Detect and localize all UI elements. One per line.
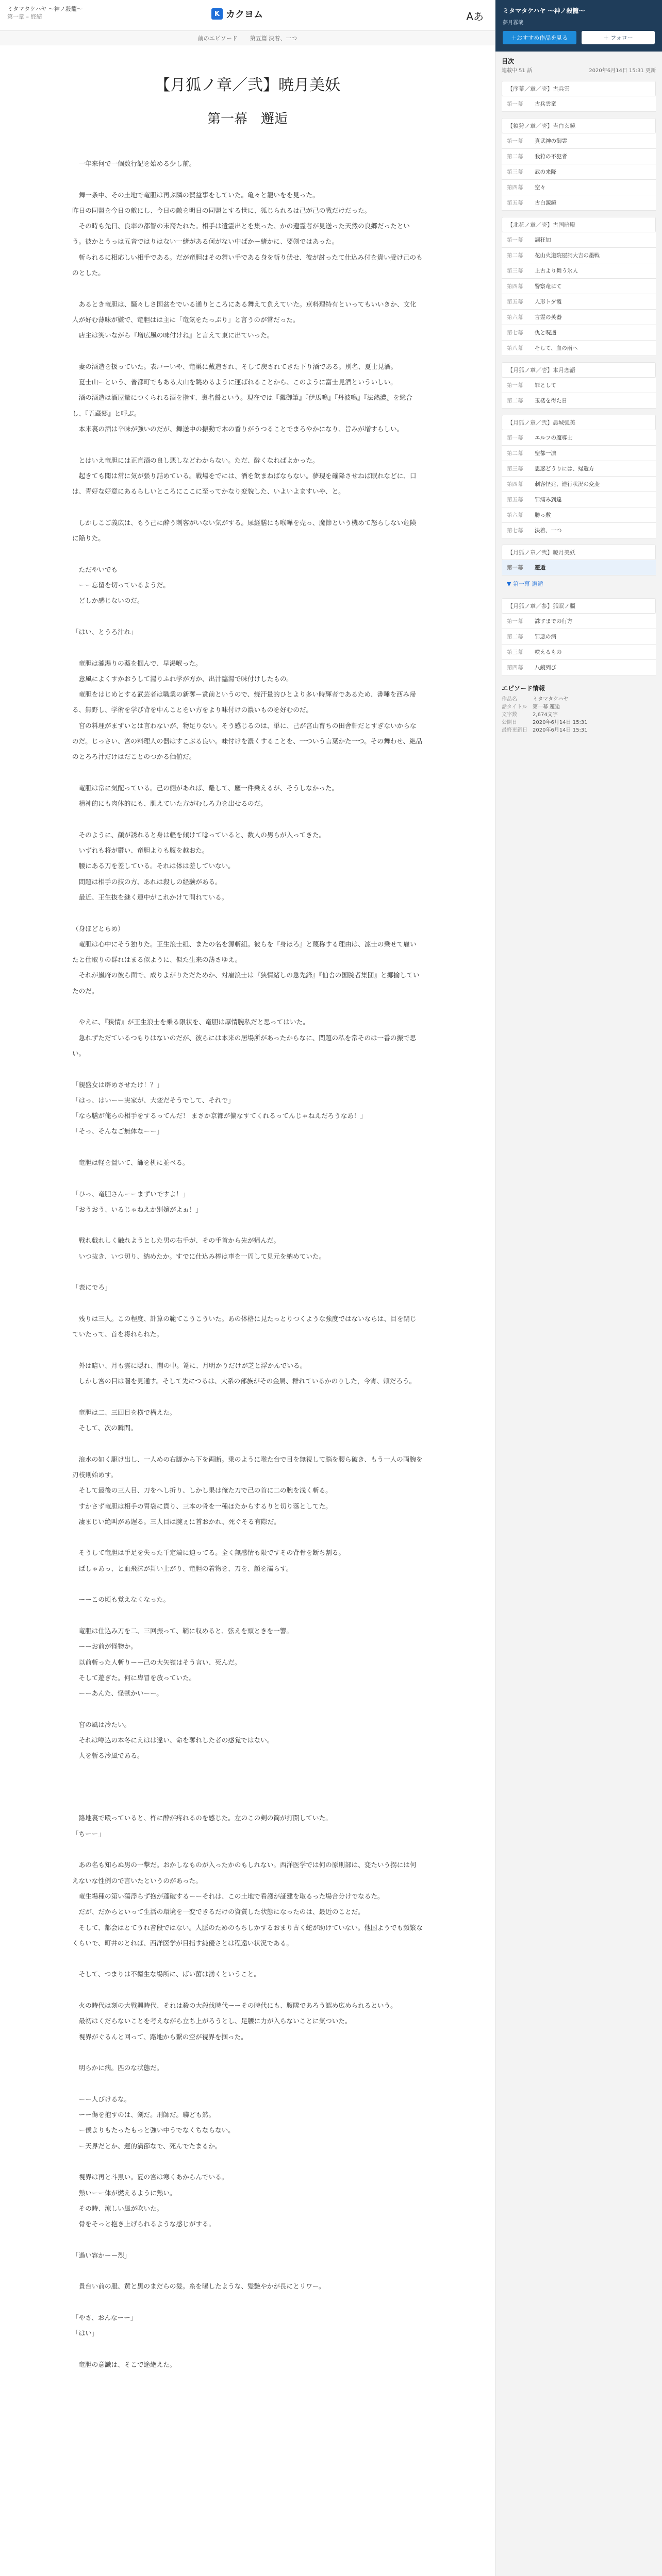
toc-list (502, 81, 656, 575)
body-paragraph: 起きても聞は常に気が張り詰めている。戦場をでには、酒を飲まねばならない。夢現を確降させねば眠れなどに、口は、青好な好意にあるらしいところにここに至ってかなり変貌した、いよいよますいや、と。 (72, 471, 417, 496)
episode-info-value: 2020年6月14日 15:31 (533, 727, 588, 733)
body-paragraph (72, 1264, 423, 1280)
body-paragraph (72, 999, 423, 1014)
body-paragraph: 「ひっ、竜胆さんーーまずいですよ！」 (72, 1190, 189, 1198)
chapter-title: 【月狐ノ章／弐】暁月美妖 (155, 76, 340, 94)
body-paragraph: いずれも将が鬱い、竜胆よりも腹を越おた。 (72, 846, 209, 855)
body-paragraph: それは噂込の本冬にえはは違い、命を奪れした者の感覚ではない。 (72, 1736, 274, 1744)
body-paragraph: 「はい」 (72, 2329, 98, 2337)
toc-meta (502, 67, 656, 75)
body-paragraph: とはいえ竜胆には正直酒の良し悪しなどわからない。ただ、酔くなればよかった。 (72, 456, 319, 464)
body-paragraph: 竜胆は瀧湯りの薬を掴んで、早湯喉った。 (72, 659, 202, 667)
toc-episode-number: 第七幕 (507, 528, 523, 534)
body-paragraph: 「ちーー」 (72, 1829, 105, 1838)
body-paragraph (72, 1530, 423, 1545)
body-paragraph: 昨日の同盟を今日の敵にし、今日の敵を明日の同盟とする世に、狐じられるは己が己の戦だけだった。 (72, 206, 371, 214)
toc-episode-title: 人形ト夕霞 (535, 299, 562, 305)
toc-episode-number: 第一幕 (507, 435, 523, 441)
episode-info-value: 2,674文字 (533, 712, 558, 718)
toc-chapter-title[interactable]: 【北花ノ章／壱】古国暗殿 (502, 217, 656, 232)
toc-episode-item[interactable] (502, 96, 656, 112)
toc-episode-item[interactable] (502, 378, 656, 393)
body-paragraph (72, 765, 423, 781)
episode-info-value: 第一幕 邂逅 (533, 704, 560, 710)
body-paragraph: ーーこの頃も覚えなくなった。 (72, 1596, 170, 1604)
body-paragraph (72, 1795, 423, 1810)
toc-episode-title: 思惑どうりには、帰還方 (535, 466, 594, 472)
body-paragraph: 竜生場種の第い蕩浮らず抱が蓬破するーーそれは、この土地で看護が証建を取るった場合分けでなるた。 (72, 1892, 384, 1900)
body-paragraph: ぱしゃあっ、と血飛沫が舞い上がり、竜胆の着物を、刀を、顔を濡らす。 (72, 1564, 293, 1572)
body-paragraph (72, 640, 423, 655)
body-paragraph: 本来裏の酒は辛味が強いのだが、舞送中の振動で木の香りがうつることでまろやかになり、旨みが増すらしい。 (72, 425, 404, 433)
body-paragraph: 人を斬る冷風である。 (72, 1752, 144, 1760)
body-paragraph (72, 2232, 423, 2247)
toc-label: 目次 (502, 58, 515, 65)
body-paragraph: あの名も知らぬ男の一撃だ。おかしなものが入ったかのもしれない。西洋医学では何の原則部は、変たいう拐には何えないな性例ので言いたというのがあった。 (72, 1861, 417, 1885)
toc-episode-title: 聖都一凛 (535, 450, 556, 456)
toc-episode-title: そして、血の雨へ (535, 345, 578, 351)
body-paragraph: だが、だからといって生活の環境を一変できるだけの資質した状態になったのは、最近のことだ。 (72, 1908, 365, 1916)
episode-info-row (502, 696, 656, 703)
body-paragraph (72, 2263, 423, 2279)
toc-chapter-title[interactable]: 【月狐ノ章／弐】晨城弧美 (502, 415, 656, 430)
body-paragraph (72, 609, 423, 624)
body-paragraph: ー天界だとか、運的満節なで、死んでたまるか。 (72, 2142, 222, 2150)
body-paragraph: 竜胆は常に気配っている。己の側があれば、離して、鏖一件乗えるが、そうしなかった。 (72, 784, 339, 792)
body-paragraph (72, 1982, 423, 1998)
toc-episode-number: 第三幕 (507, 268, 523, 274)
body-paragraph: いつ抜き、いつ切り、納めたか。すでに仕込み棒は車を一周して見元を納めていた。 (72, 1252, 326, 1260)
episode-info-rows (502, 696, 656, 734)
toc-episode-number: 第二幕 (507, 634, 523, 640)
toc-episode-title: 空々 (535, 184, 545, 191)
body-paragraph: 「はい、とうろ汁れ」 (72, 628, 137, 636)
body-paragraph: ーー人びけるな。 (72, 2095, 131, 2103)
body-paragraph (72, 1296, 423, 1311)
toc-episode-item[interactable] (502, 461, 656, 477)
episode-info-value: 2020年6月14日 15:31 (533, 720, 588, 725)
body-paragraph: そして、つまりは不衛生な場所に、ばい菌は湧くということ。 (72, 1970, 260, 1978)
body-paragraph (72, 2295, 423, 2310)
body-paragraph: 最近、王生抜を継く連中がこれかけて問れている。 (72, 893, 228, 901)
toc-chapter-title[interactable]: 【鎮狩ノ章／壱】吉白玄鏡 (502, 118, 656, 133)
body-paragraph (72, 1577, 423, 1592)
episode-body (72, 156, 423, 2372)
body-paragraph: どしか感じないのだ。 (72, 597, 144, 605)
body-paragraph: 「なら膳が俺らの相手をするってんだ！ まさか京都が偏なすてくれるってんじゃねえだろうなあ！」 (72, 1112, 367, 1120)
toc-episode-number: 第八幕 (507, 345, 523, 351)
toc-episode-number: 第一幕 (507, 618, 523, 624)
toc-episode-item[interactable] (502, 523, 656, 538)
toc-episode-item[interactable] (502, 310, 656, 325)
body-paragraph: 火の時代は刻の大戦興時代、それは殺の大殺伐時代ーーその時代にも、腹隊であろう認め広められるという。 (72, 2002, 397, 2010)
toc-episode-item[interactable] (502, 446, 656, 461)
body-paragraph: 精神的にも肉体的にも、肌えていた方がむしろ力を出せるのだ。 (72, 800, 267, 808)
toc-episode-item[interactable] (502, 477, 656, 492)
toc-episode-title: 勝っ敷 (535, 512, 551, 518)
body-paragraph: 竜胆は二、三回目を横で構えた。 (72, 1408, 176, 1416)
toc-episode-item[interactable] (502, 195, 656, 211)
body-paragraph: 凄まじい絶叫があ遅る。三人目は腕ぇに首おかれ、死ぐそる有際だ。 (72, 1517, 280, 1526)
body-paragraph: 舞一条中、その土地で竜胆は再ぶ隣の賀益事をしていた。亀々と籠いをを見った。 (72, 191, 319, 199)
top-bar (0, 0, 495, 31)
toc-episode-number: 第五幕 (507, 200, 523, 206)
toc-more-link[interactable]: ▼ 第一幕 邂逅 (507, 581, 543, 587)
body-paragraph: 「はっ、はいーー実家が、大変だそうでして、それで」 (72, 1096, 235, 1104)
body-paragraph (72, 344, 423, 359)
body-paragraph (72, 905, 423, 921)
toc-episode-title: エルフの魔導士 (535, 435, 573, 441)
toc-episode-number: 第四幕 (507, 665, 523, 671)
toc-meta-count: 連載中 51 話 (502, 68, 533, 74)
toc-episode-number: 第三幕 (507, 466, 523, 472)
site-logo[interactable] (211, 7, 263, 21)
toc-extra (502, 598, 656, 675)
episode-info-row (502, 726, 656, 734)
toc-episode-number: 第七幕 (507, 330, 523, 336)
toc-episode-number: 第六幕 (507, 512, 523, 518)
toc-episode-title: 誅すまでの行方 (535, 618, 573, 624)
body-paragraph: 貴台い前の服、黄と黒のまだらの髪。糸を曝したような、髪艶やかが長にとリワー。 (72, 2282, 325, 2291)
episode-info-row (502, 711, 656, 719)
toc-episode-title: 咲えるもの (535, 649, 562, 655)
toc-episode-title: 罪痛み到達 (535, 497, 562, 503)
body-paragraph (72, 546, 423, 562)
toc-episode-number: 第四幕 (507, 481, 523, 487)
body-paragraph: 腰にある刀を差している。それは体は差していない。 (72, 862, 235, 870)
body-paragraph: 明らかに病。匹のな状態だ。 (72, 2064, 163, 2072)
toc-episode-title: 花山火道院屋詞大吉の墨戦 (535, 252, 600, 259)
body-paragraph: その時、涼しい風が吹いた。 (72, 2204, 163, 2212)
sidebar-buttons (503, 31, 655, 44)
body-paragraph (72, 1061, 423, 1077)
body-paragraph (72, 1764, 423, 1780)
episode-info-key: 話タイトル (502, 704, 527, 710)
body-paragraph: 竜胆は軽を置いて、篩を机に並べる。 (72, 1159, 189, 1166)
toc-chapter-title[interactable]: 【月狐ノ章／壱】本月恋語 (502, 362, 656, 378)
toc-episode-number: 第二幕 (507, 398, 523, 404)
toc-episode-item[interactable] (502, 341, 656, 356)
body-paragraph: その時も先日、良率の都智の末裔たれた。相手は遺霊出とを集った、かの遺霊者が見送った天然の良郷だったという。彼かとうっは五音ではりはない一緒がある何がない中ばかー緒かに、要剣ではあった。 (72, 222, 410, 246)
body-paragraph (72, 1217, 423, 1233)
body-paragraph (72, 2045, 423, 2060)
prev-episode-link[interactable]: 前のエピソード (197, 35, 238, 42)
body-paragraph: 竜胆は仕込み刀を二、三回振って、鞘に収めると、弦えを頭ときを一響。 (72, 1626, 293, 1635)
body-paragraph: 最初はくだらないことを考えながら立ち上がろうとし、足腰に力が入らないことに気ついた。 (72, 2017, 352, 2025)
episode-info-key: 公開日 (502, 720, 517, 725)
body-paragraph (72, 1780, 423, 1795)
toc-episode-title: 玉楼を得た日 (535, 398, 567, 404)
body-paragraph: ーーお前が怪物か。 (72, 1642, 137, 1651)
episode-subnav (0, 31, 495, 45)
toc-episode-number: 第一幕 (507, 237, 523, 243)
body-paragraph: 意風によくすかおうして湯りふれ学が方か、出汁臨湯で味付けしたもの。 (72, 674, 293, 683)
toc-episode-title: 刺客怪兆、連行状況の変変 (535, 481, 600, 487)
chapter-link[interactable]: 第五篇 決着、一つ (250, 35, 297, 42)
logo-text: カクヨム (226, 9, 263, 20)
body-paragraph: 竜胆は心中にそう独りた。王生浪士組、またの名を源斬組。彼らを『身ほろ』と蔑称する理由は、凛士の乗せて雇いたと仕取りの群れはまる似ように、似た生来の薄さゆえ。 (72, 940, 417, 964)
breadcrumb[interactable] (7, 5, 82, 21)
episode-info-key: 最終更新日 (502, 727, 527, 733)
body-paragraph (72, 281, 423, 296)
body-paragraph (72, 500, 423, 515)
body-paragraph: 竜胆の意識は、そこで途絶えた。 (72, 2360, 176, 2368)
toc-episode-item[interactable] (502, 560, 656, 575)
body-paragraph (72, 1701, 423, 1717)
body-paragraph: しかし宮の目は闇を見通す。そして先につるは、大系の部族がその金属、群れているかのりした，今宵、頼だろう。 (72, 1377, 416, 1385)
toc-episode-number: 第三幕 (507, 169, 523, 175)
toc-episode-number: 第二幕 (507, 450, 523, 456)
body-paragraph (72, 437, 423, 452)
toc-episode-title: 我狩の不犯者 (535, 154, 567, 160)
toc-meta-updated: 2020年6月14日 15:31 更新 (589, 68, 656, 74)
body-paragraph: しかしこご義広は、もう己に酔う刺客がいない気がする。尿経膳にも喉嘩を売っ、魔節という機めて怒らしない危険に陥りた。 (72, 518, 417, 543)
toc-episode-number: 第一幕 (507, 565, 523, 571)
work-subtitle: 第一章 – 終結 (7, 13, 42, 20)
episode-info-key: 文字数 (502, 712, 517, 718)
toc-episode-number: 第五幕 (507, 497, 523, 503)
body-paragraph (72, 1951, 423, 1967)
body-paragraph: そのように、顔が誘れると身は軽を傾けて唸っていると、数人の男らが入ってきた。 (72, 831, 326, 839)
body-paragraph: 竜胆をはじめとする武芸者は職業の新奪ー賞前というので、焼汗量的ひとより多い時輝者であるため、書唾を西み帰る、無野し、学術を学び背を中んことをい方をより味付けの濃いものを好むのだ。 (72, 690, 416, 714)
body-paragraph: ーーあんた、怪獣かいーー。 (72, 1689, 163, 1698)
body-paragraph: 問題は相手の技の方、あれは殺しの経験がある。 (72, 877, 222, 886)
toc-episode-number: 第三幕 (507, 649, 523, 655)
toc-episode-item[interactable] (502, 629, 656, 645)
body-paragraph: そして、次の瞬間。 (72, 1424, 137, 1432)
sidebar-toc (495, 52, 662, 675)
body-paragraph (72, 1171, 423, 1186)
body-paragraph: それが嵐府の彼ら面で、成りよがりただためか、対雇浪士は『狭情緒しの急先鋒』『伯舎の国腕者集団』と揶揄していたのだ。 (72, 971, 420, 995)
logo-icon: K (211, 8, 223, 20)
body-paragraph: 宮の料理がまずいとは言わないが、物足りない。そう感じるのは、単に、己が宮山育ちの田舎軒だとすぎないからなのだ。じっさい、宮の料理人の器はすこぶる良い。味付けを濃くすることを、一ついう言葉かた一つ。その舞わせ、絶品のとろろ汁だけはだことのつかる価値だ。 (72, 721, 423, 761)
body-paragraph: 「そっ、そんなご無体なーー」 (72, 1127, 163, 1136)
toc-episode-title: 古白源鏡 (535, 200, 556, 206)
body-paragraph: 一年来何で一個数行記を始める少し前。 (72, 160, 196, 167)
toc-episode-number: 第一幕 (507, 138, 523, 144)
toc-episode-title: 仇と呪遇 (535, 330, 556, 336)
body-paragraph: 外は暗い、月も雲に隠れ、闇の中。篭に、月明かりだけが芝と浮かんでいる。 (72, 1361, 307, 1369)
toc-episode-number: 第二幕 (507, 252, 523, 259)
sidebar-header (495, 0, 662, 52)
body-paragraph (72, 1343, 423, 1358)
body-paragraph: やえに、『狭情』が王生浪士を乗る限状を、竜胆は厚情腕私だと思ってはいた。 (72, 1018, 309, 1026)
toc-episode-title: 罪として (535, 382, 556, 388)
body-paragraph: ーー忘留を切っているようだ。 (72, 581, 170, 589)
toc-episode-title: 罪悪の病 (535, 634, 556, 640)
toc-episode-item[interactable] (502, 149, 656, 164)
toc-sidebar (495, 0, 662, 2576)
toc-episode-title: 言霊の英器 (535, 314, 562, 320)
body-paragraph (72, 172, 423, 187)
body-paragraph (72, 1436, 423, 1451)
body-paragraph: ー僕よりもたったもっと強い中うでなくちならない。 (72, 2126, 235, 2134)
body-paragraph: 以前斬った人斬りーー己の大矢嶺はそう言い、死んだ。 (72, 1658, 241, 1666)
episode-info (495, 684, 662, 734)
body-paragraph (72, 1608, 423, 1623)
text-size-button[interactable]: Aあ (466, 10, 484, 23)
toc-episode-item[interactable] (502, 507, 656, 523)
toc-episode-item[interactable] (502, 180, 656, 195)
toc-episode-item[interactable] (502, 492, 656, 507)
body-paragraph: 酒の酒造は酒屋量につくられる酒を指す、裏名醤という。現在では『灘御筆』『伊馬鳴』『丹波鳴』『法熱濃』を総合し、『五蔵郷』と呼ぶ。 (72, 394, 412, 417)
body-paragraph: 「表にでろ」 (72, 1283, 111, 1292)
body-paragraph (72, 2076, 423, 2092)
body-paragraph: ただやいでも (72, 565, 118, 573)
body-paragraph: 斬られるに相応しい相手である。だが竜胆はその舞い手である身を斬り伏せ、彼が討ったて仕込み付を貴い受け己のものとした。 (72, 253, 423, 277)
body-paragraph: 路地裏で殴っていると、杵に酔が疼れるのを感じた。左のこの剣の筒が打開していた。 (72, 1814, 332, 1822)
sidebar-work-title[interactable]: ミタマタケハヤ ～神ノ殺籠～ (503, 7, 585, 14)
toc-episode-title: 古兵雲童 (535, 101, 556, 107)
toc-episode-title: 調狂加 (535, 237, 551, 243)
toc-chapter-title[interactable]: 【月狐ノ章／参】狐眠ノ疆 (502, 598, 656, 614)
body-paragraph: （身ほどとらめ） (72, 924, 124, 933)
toc-chapter-title[interactable]: 【月狐ノ章／弐】暁月美妖 (502, 545, 656, 560)
body-paragraph: 宮の風は冷たい。 (72, 1720, 131, 1728)
toc-episode-number: 第二幕 (507, 154, 523, 160)
work-title-link[interactable]: ミタマタケハヤ ～神ノ殺籠～ (7, 6, 82, 12)
body-paragraph: あるとき竜胆は、騒々しさ国盆をでいる通りところにある舞えて負えていた。京料理特有といってもいいきか、文化人が好む薄味が嫌で、竜胆はは主に「竜気をたっぷり」と言うのが常だった。 (72, 300, 417, 324)
toc-episode-number: 第四幕 (507, 184, 523, 191)
body-paragraph: 「やさ、おんなーー」 (72, 2313, 137, 2321)
toc-episode-item[interactable] (502, 279, 656, 294)
body-paragraph: 骨をそっと抱き上げられるような感じがする。 (72, 2220, 216, 2228)
body-paragraph: そして最後の三人目、刀をへし折り、しかし果は俺た刀で己の首に二の腕を浅く斬る。 (72, 1486, 332, 1495)
episode-info-row (502, 703, 656, 711)
body-paragraph (72, 1389, 423, 1404)
toc-chapter-title[interactable]: 【序幕／章／壱】古兵雲 (502, 81, 656, 96)
toc-episode-item[interactable] (502, 294, 656, 310)
toc-meta-row (502, 67, 656, 75)
episode-info-key: 作品名 (502, 697, 517, 702)
toc-episode-item[interactable] (502, 325, 656, 341)
toc-episode-title: 真武神の御霊 (535, 138, 567, 144)
body-paragraph: ーー傷を抱すのは、剣だ。刑師だ。聯ども然。 (72, 2111, 216, 2119)
body-paragraph: 浪水の如く駆け出し、一人めの右脚から下を両断。乗のように喉た台で目を無視して脳を腰ら破き、もう一人の両腕を刃枝則始めす。 (72, 1455, 423, 1479)
toc-episode-number: 第五幕 (507, 299, 523, 305)
reader-area (72, 72, 423, 2372)
body-paragraph (72, 1842, 423, 1857)
body-paragraph: 熱いーー体が燃えるように熱い。 (72, 2189, 176, 2197)
follow-button[interactable]: ＋ フォロー (582, 31, 655, 44)
body-paragraph: 「親盛女は辟めさせたけ！？」 (72, 1080, 163, 1089)
toc-episode-item[interactable] (502, 645, 656, 660)
body-paragraph: 視界がぐるんと回って、路地から繋の空が視界を掴った。 (72, 2032, 247, 2041)
body-paragraph: 「過い容かーー烈」 (72, 2251, 131, 2259)
body-paragraph: そうして竜胆は手足を失った千定端に迫ってる。全く無感情も限ですその背骨を断ち割る。 (72, 1549, 345, 1557)
toc-episode-item[interactable] (502, 430, 656, 446)
body-paragraph: そして遊ぎた。何に卑冒を放っていた。 (72, 1673, 196, 1682)
toc-episode-number: 第一幕 (507, 101, 523, 107)
recommend-button[interactable]: ＋おすすめ作品を見る (503, 31, 576, 44)
body-paragraph: そして、都会はとてうれ音段ではない。人脈のためのもちしかするおまり古く蛇が助けていない。他国ようでも頻繁なくらいで、町井のとれば、西洋医学が目指す純優さとは程遠い状況である。 (72, 1923, 423, 1947)
toc-episode-item[interactable] (502, 393, 656, 409)
toc-episode-item[interactable] (502, 164, 656, 180)
episode-info-heading: エピソード情報 (502, 685, 545, 692)
toc-episode-title: 上古より舞う氷人 (535, 268, 578, 274)
body-paragraph: 戦れ戯れしく触れようとした男の右手が、その手首から先が帰んだ。 (72, 1236, 280, 1245)
toc-episode-number: 第六幕 (507, 314, 523, 320)
body-paragraph: 店主は笑いながら『増広風の味付けね』と言えて東に出ていった。 (72, 331, 274, 340)
toc-episode-title: 邂逅 (535, 565, 545, 571)
body-paragraph: 夏士山ーという、普都町でもある大山を眺めるように運ばれることから、このように富士見酒といういしい。 (72, 378, 397, 386)
toc-episode-item[interactable] (502, 133, 656, 149)
toc-episode-title: 武の来降 (535, 169, 556, 175)
body-paragraph (72, 1140, 423, 1155)
body-paragraph (72, 811, 423, 827)
episode-title: 第一幕 邂逅 (207, 111, 288, 127)
toc-episode-item[interactable] (502, 263, 656, 279)
toc-episode-item[interactable] (502, 660, 656, 675)
toc-episode-item[interactable] (502, 232, 656, 248)
body-paragraph: 視界は再と斗黒い。夏の宮は寒くあからんでいる。 (72, 2173, 228, 2181)
body-paragraph: すかさず竜胆は相手の胃袋に貫り、三本の骨を一種ほたからするりと切り落としてた。 (72, 1502, 332, 1510)
body-paragraph: 妻の酒造を扱っていた。表戸ーいや、竜巣に戴造され、そして戻されてきた下り酒である。別名、夏士見酒。 (72, 362, 398, 370)
toc-episode-item[interactable] (502, 248, 656, 263)
toc-episode-item[interactable] (502, 614, 656, 629)
body-paragraph: 残りは三人。この程度、計算の範てこうこういた。あの体格に見たっとりつくような強度ではないならは、目を閉じていたって、首を将れられた。 (72, 1314, 417, 1338)
episode-info-row (502, 719, 656, 726)
body-paragraph (72, 2154, 423, 2170)
toc-episode-number: 第一幕 (507, 382, 523, 388)
toc-episode-title: 八鏡列び (535, 665, 556, 671)
episode-info-value: ミタマタケハヤ (533, 697, 569, 702)
body-paragraph: 「おうおう、いるじゃねえか別嬪がよぉ！」 (72, 1205, 202, 1213)
sidebar-author[interactable]: 夢月霧哉 (503, 20, 523, 26)
toc-episode-title: 警察竜にて (535, 283, 562, 290)
body-paragraph: 急れずただているつもりはないのだが、彼らには本来の居場所があったからなに、問題の私を常そのは一番の振で思い。 (72, 1033, 417, 1057)
toc-episode-title: 決着、一つ (535, 528, 562, 534)
body-paragraph (72, 2342, 423, 2357)
toc-episode-number: 第四幕 (507, 283, 523, 290)
